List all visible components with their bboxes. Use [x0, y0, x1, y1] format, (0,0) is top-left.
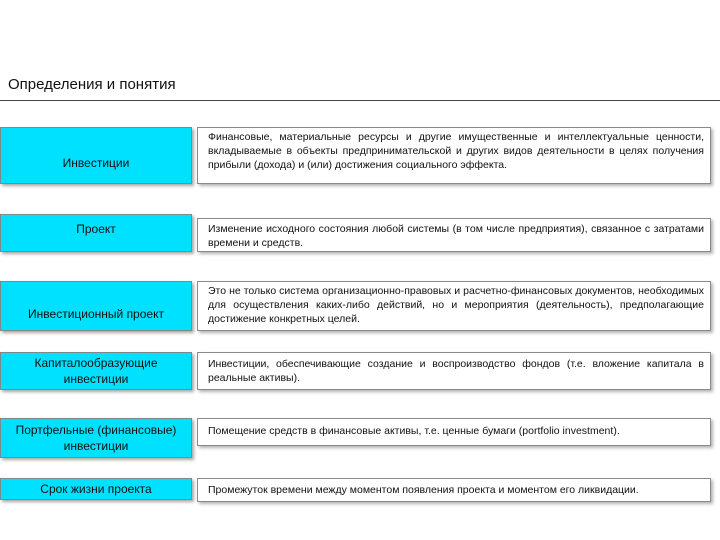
page-title: Определения и понятия — [8, 76, 176, 93]
term-cell — [0, 478, 192, 500]
term-cell — [0, 418, 192, 458]
term-cell — [0, 127, 192, 184]
term-label: Инвестиционный проект — [28, 307, 164, 321]
term-cell — [0, 214, 192, 252]
term-label: Проект — [76, 222, 116, 236]
definition-text: Это не только система организационно-правовых и расчетно-финансовых документов, необходимых для осуществления каких-либо действий, но и мероприятия (деятельность), предполагающие достижение конкретных целей. — [208, 285, 704, 325]
term-cell — [0, 352, 192, 390]
definition-text: Инвестиции, обеспечивающие создание и воспроизводство фондов (т.е. вложение капитала в реальные активы). — [208, 358, 704, 384]
definition-text: Промежуток времени между моментом появления проекта и моментом его ликвидации. — [208, 484, 639, 496]
definition-cell — [197, 218, 711, 252]
title-divider — [0, 100, 720, 101]
definition-cell — [197, 352, 711, 390]
definition-cell — [197, 418, 711, 446]
definition-text: Изменение исходного состояния любой системы (в том числе предприятия), связанное с затратами времени и средств. — [208, 223, 704, 249]
term-label: Портфельные (финансовые) инвестиции — [15, 423, 177, 453]
term-cell — [0, 281, 192, 331]
term-label: Инвестиции — [62, 156, 130, 170]
definition-text: Финансовые, материальные ресурсы и другие имущественные и интеллектуальные ценности, вкладываемые в объекты предпринимательской и других видов деятельности в целях получения прибыли (дохода) и (или) достижения социального эффекта. — [208, 131, 704, 171]
definition-text: Помещение средств в финансовые активы, т.е. ценные бумаги (portfolio investment). — [208, 425, 620, 437]
term-label: Капиталообразующие инвестиции — [34, 356, 158, 386]
term-label: Срок жизни проекта — [40, 482, 152, 496]
definition-cell — [197, 281, 711, 331]
definition-cell — [197, 127, 711, 184]
definition-cell — [197, 478, 711, 502]
